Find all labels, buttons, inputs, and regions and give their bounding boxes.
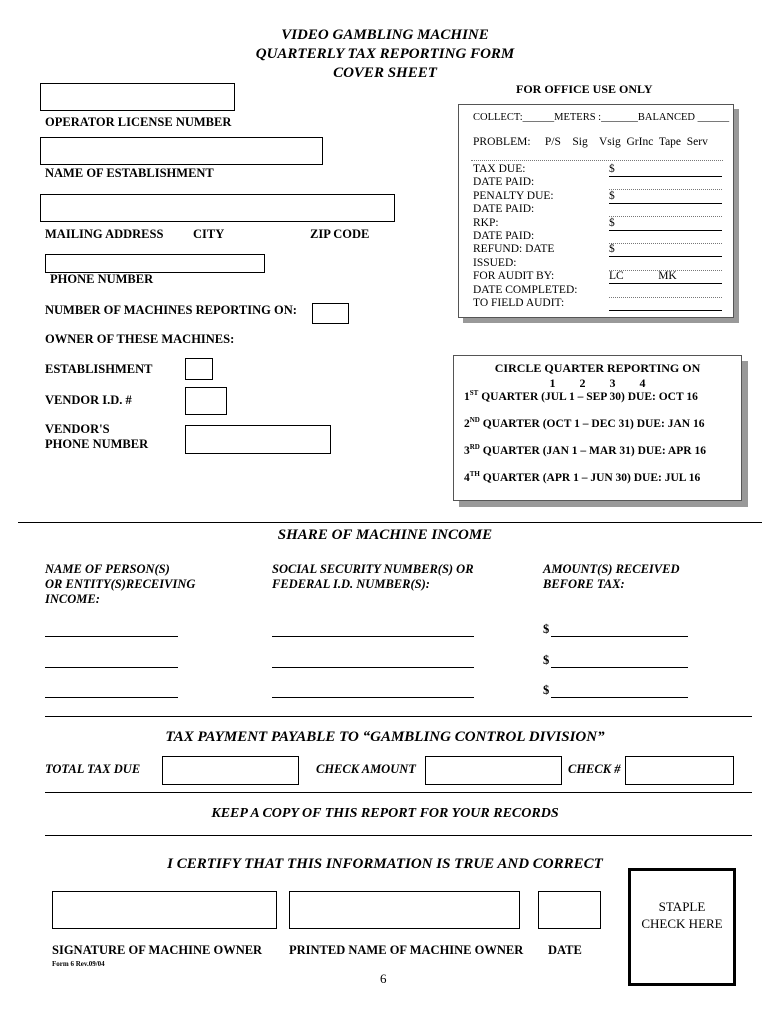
machines-reporting-label: NUMBER OF MACHINES REPORTING ON: — [45, 303, 297, 317]
establishment-checkbox[interactable] — [185, 358, 213, 380]
payment-heading: TAX PAYMENT PAYABLE TO “GAMBLING CONTROL DIVISION” — [165, 729, 605, 745]
share-dollar-sign: $ — [543, 622, 550, 636]
phone-number-input[interactable] — [45, 254, 265, 273]
check-amount-label: CHECK AMOUNT — [316, 762, 416, 776]
quarter-4: 4TH QUARTER (APR 1 – JUN 30) DUE: JUL 16 — [464, 470, 701, 484]
form-title-line-2: QUARTERLY TAX REPORTING FORM — [255, 46, 515, 62]
section-divider-2 — [45, 716, 752, 717]
office-use-box — [458, 104, 734, 318]
share-ssn-line[interactable] — [272, 667, 474, 668]
section-divider-3 — [45, 792, 752, 793]
share-heading: SHARE OF MACHINE INCOME — [277, 527, 493, 543]
office-row-value: $ — [609, 243, 615, 256]
total-tax-due-input[interactable] — [162, 756, 299, 785]
section-divider-4 — [45, 835, 752, 836]
quarter-3: 3RD QUARTER (JAN 1 – MAR 31) DUE: APR 16 — [464, 443, 706, 457]
office-row-label: TO FIELD AUDIT: — [473, 297, 565, 309]
share-col1-header-3: INCOME: — [45, 592, 100, 606]
quarter-box — [453, 355, 742, 501]
office-row-value: $ — [609, 189, 615, 202]
office-row-value: LC MK — [609, 270, 677, 283]
office-row-label: ISSUED: — [473, 256, 517, 269]
share-col2-header-2: FEDERAL I.D. NUMBER(S): — [272, 577, 430, 591]
date-input[interactable] — [538, 891, 601, 929]
establishment-label: ESTABLISHMENT — [45, 362, 153, 376]
machines-reporting-input[interactable] — [312, 303, 349, 324]
total-tax-due-label: TOTAL TAX DUE — [45, 762, 141, 776]
share-name-line[interactable] — [45, 697, 178, 698]
office-row-line[interactable] — [609, 310, 722, 311]
share-col1-header-2: OR ENTITY(S)RECEIVING — [45, 577, 196, 591]
quarter-heading: CIRCLE QUARTER REPORTING ON — [494, 361, 701, 375]
vendor-id-input[interactable] — [185, 387, 227, 415]
share-dollar-sign: $ — [543, 683, 550, 697]
office-row-label: TAX DUE: — [473, 163, 526, 175]
office-row-label: DATE COMPLETED: — [473, 283, 578, 296]
share-amount-line[interactable] — [551, 697, 688, 698]
owner-label: OWNER OF THESE MACHINES: — [45, 332, 235, 346]
check-number-input[interactable] — [625, 756, 734, 785]
establishment-name-label: NAME OF ESTABLISHMENT — [45, 166, 214, 180]
office-divider — [471, 160, 723, 161]
staple-line-2: CHECK HERE — [641, 916, 723, 931]
office-use-heading: FOR OFFICE USE ONLY — [516, 82, 653, 96]
quarter-numbers[interactable]: 1 2 3 4 — [549, 376, 646, 390]
office-row-label: DATE PAID: — [473, 203, 535, 216]
office-row-label: FOR AUDIT BY: — [473, 270, 555, 283]
operator-license-input[interactable] — [40, 83, 235, 111]
keep-copy-notice: KEEP A COPY OF THIS REPORT FOR YOUR RECORDS — [211, 806, 559, 821]
printed-name-label: PRINTED NAME OF MACHINE OWNER — [289, 943, 524, 957]
share-amount-line[interactable] — [551, 667, 688, 668]
office-row-line[interactable] — [609, 230, 722, 231]
quarter-1: 1ST QUARTER (JUL 1 – SEP 30) DUE: OCT 16 — [464, 389, 698, 403]
section-divider-top — [18, 522, 762, 523]
certify-heading: I CERTIFY THAT THIS INFORMATION IS TRUE AND CORRECT — [167, 856, 603, 872]
form-revision: Form 6 Rev.09/04 — [52, 960, 105, 968]
office-problem-row: PROBLEM: P/S Sig Vsig GrInc Tape Serv — [473, 136, 708, 148]
share-name-line[interactable] — [45, 667, 178, 668]
office-row-line[interactable] — [609, 176, 722, 177]
city-label: CITY — [193, 227, 225, 241]
office-row-value: $ — [609, 163, 615, 175]
vendor-phone-input[interactable] — [185, 425, 331, 454]
staple-check-box — [628, 868, 736, 986]
share-col1-header-1: NAME OF PERSON(S) — [45, 562, 170, 576]
share-amount-line[interactable] — [551, 636, 688, 637]
office-row-line[interactable] — [609, 283, 722, 284]
office-row-label: DATE PAID: — [473, 230, 535, 242]
owner-signature-input[interactable] — [52, 891, 277, 929]
share-ssn-line[interactable] — [272, 697, 474, 698]
form-title-line-3: COVER SHEET — [333, 65, 437, 81]
vendor-id-label: VENDOR I.D. # — [45, 393, 132, 407]
share-name-line[interactable] — [45, 636, 178, 637]
check-number-label: CHECK # — [568, 762, 621, 776]
zip-code-label: ZIP CODE — [310, 227, 370, 241]
date-label: DATE — [548, 943, 582, 957]
office-row-line[interactable] — [609, 297, 722, 298]
share-col2-header-1: SOCIAL SECURITY NUMBER(S) OR — [272, 562, 474, 576]
office-row-label: REFUND: DATE — [473, 243, 555, 256]
quarter-2: 2ND QUARTER (OCT 1 – DEC 31) DUE: JAN 16 — [464, 416, 705, 430]
office-row-value: $ — [609, 216, 615, 229]
mailing-address-input[interactable] — [40, 194, 395, 222]
office-row-line[interactable] — [609, 243, 722, 244]
owner-signature-label: SIGNATURE OF MACHINE OWNER — [52, 943, 263, 957]
office-row-line[interactable] — [609, 256, 722, 257]
establishment-name-input[interactable] — [40, 137, 323, 165]
office-row-label: DATE PAID: — [473, 176, 535, 189]
phone-number-label: PHONE NUMBER — [50, 272, 154, 286]
office-row-label: RKP: — [473, 216, 499, 229]
check-amount-input[interactable] — [425, 756, 562, 785]
vendor-phone-label-1: VENDOR'S — [45, 422, 110, 436]
printed-name-input[interactable] — [289, 891, 520, 929]
share-col3-header-2: BEFORE TAX: — [543, 577, 625, 591]
mailing-address-label: MAILING ADDRESS — [45, 227, 164, 241]
page-number: 6 — [380, 971, 387, 986]
office-row-label: PENALTY DUE: — [473, 189, 554, 202]
form-title-line-1: VIDEO GAMBLING MACHINE — [281, 27, 489, 43]
office-row-line[interactable] — [609, 189, 722, 190]
operator-license-label: OPERATOR LICENSE NUMBER — [45, 115, 232, 129]
office-row-line[interactable] — [609, 216, 722, 217]
office-collect-row: COLLECT:______METERS :_______BALANCED ______ — [473, 112, 730, 123]
vendor-phone-label-2: PHONE NUMBER — [45, 437, 149, 451]
share-dollar-sign: $ — [543, 653, 550, 667]
office-row-line[interactable] — [609, 203, 722, 204]
staple-line-1: STAPLE — [658, 899, 706, 914]
share-ssn-line[interactable] — [272, 636, 474, 637]
share-col3-header-1: AMOUNT(S) RECEIVED — [543, 562, 680, 576]
